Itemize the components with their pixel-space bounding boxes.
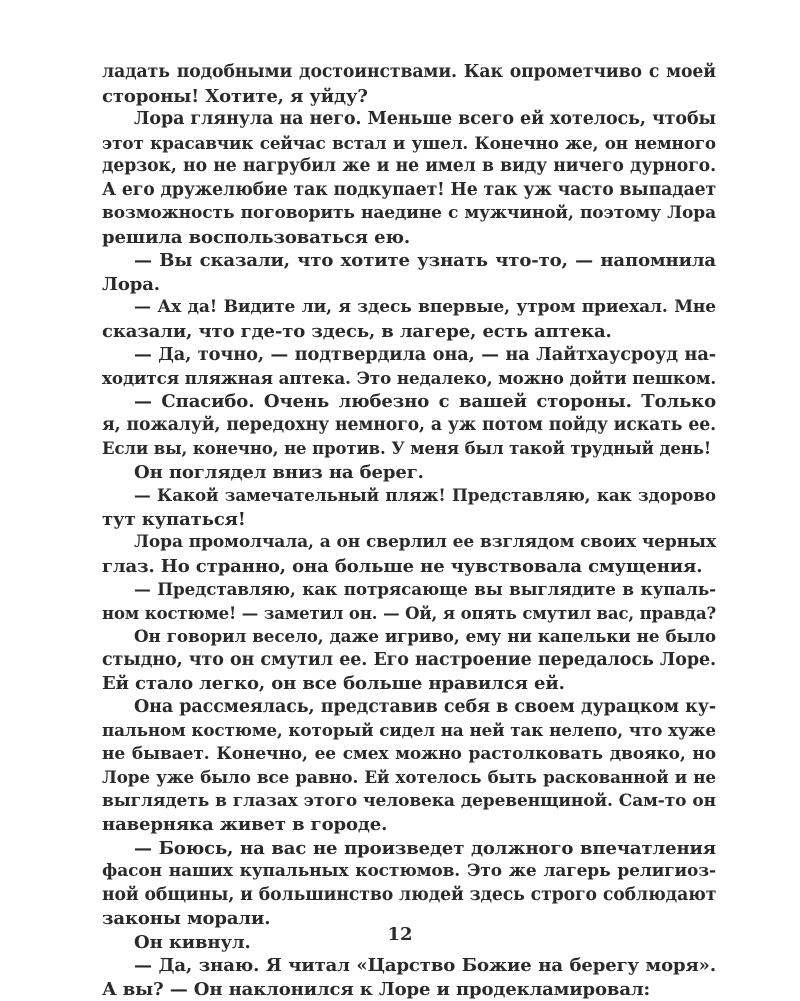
text-line: этот красавчик сейчас встал и ушел. Конечно же, он немного (102, 132, 716, 156)
text-line: сказали, что где-то здесь, в лагере, есть аптека. (102, 320, 716, 344)
text-line: стыдно, что он смутил ее. Его настроение передалось Лоре. (102, 649, 716, 673)
text-line: Лора. (102, 273, 716, 297)
text-line: тут купаться! (102, 508, 716, 532)
text-line: Он поглядел вниз на берег. (102, 461, 716, 485)
text-line: Она рассмеялась, представив себя в своем дурацком ку- (102, 696, 716, 720)
text-line: ходится пляжная аптека. Это недалеко, можно дойти пешком. (102, 367, 716, 391)
text-line: А его дружелюбие так подкупает! Не так уж часто выпадает (102, 179, 716, 203)
page-number: 12 (0, 924, 800, 945)
text-line: законы морали. (102, 907, 716, 931)
text-line: решила воспользоваться ею. (102, 226, 716, 250)
text-line: дерзок, но не нагрубил же и не имел в виду ничего дурного. (102, 155, 716, 179)
text-line: пальном костюме, который сидел на ней так нелепо, что хуже (102, 719, 716, 743)
text-line: — Какой замечательный пляж! Представляю, как здорово (102, 484, 716, 508)
text-line: Лоре уже было все равно. Ей хотелось быть раскованной и не (102, 766, 716, 790)
text-line: стороны! Хотите, я уйду? (102, 85, 716, 109)
text-line: я, пожалуй, передохну немного, а уж потом пойду искать ее. (102, 414, 716, 438)
text-line: глаз. Но странно, она больше не чувствовала смущения. (102, 555, 716, 579)
text-line: — Ах да! Видите ли, я здесь впервые, утром приехал. Мне (102, 296, 716, 320)
text-line: — Вы сказали, что хотите узнать что-то, — напомнила (102, 249, 716, 273)
text-line: А вы? — Он наклонился к Лоре и продекламировал: (102, 978, 716, 1001)
text-line: Лора промолчала, а он сверлил ее взглядом своих черных (102, 531, 716, 555)
text-line: ном костюме! — заметил он. — Ой, я опять смутил вас, правда? (102, 602, 716, 626)
text-line: Если вы, конечно, не против. У меня был такой трудный день! (102, 437, 716, 461)
text-line: — Спасибо. Очень любезно с вашей стороны. Только (102, 390, 716, 414)
text-line: Он кивнул. (102, 931, 716, 955)
text-line: наверняка живет в городе. (102, 813, 716, 837)
text-line: — Представляю, как потрясающе вы выглядите в купаль- (102, 578, 716, 602)
book-page-text (102, 61, 716, 1001)
text-line: возможность поговорить наедине с мужчиной, поэтому Лора (102, 202, 716, 226)
text-line: — Да, точно, — подтвердила она, — на Лайтхаусроуд на- (102, 343, 716, 367)
text-line: ладать подобными достоинствами. Как опрометчиво с моей (102, 61, 716, 85)
text-line: не бывает. Конечно, ее смех можно растолковать двояко, но (102, 743, 716, 767)
text-line: — Да, знаю. Я читал «Царство Божие на берегу моря». (102, 954, 716, 978)
text-line: — Боюсь, на вас не произведет должного впечатления (102, 837, 716, 861)
text-line: Лора глянула на него. Меньше всего ей хотелось, чтобы (102, 108, 716, 132)
text-line: фасон наших купальных костюмов. Это же лагерь религиоз- (102, 860, 716, 884)
text-line: Он говорил весело, даже игриво, ему ни капельки не было (102, 625, 716, 649)
text-line: Ей стало легко, он все больше нравился ей. (102, 672, 716, 696)
text-line: выглядеть в глазах этого человека деревенщиной. Сам-то он (102, 790, 716, 814)
text-line: ной общины, и большинство людей здесь строго соблюдают (102, 884, 716, 908)
